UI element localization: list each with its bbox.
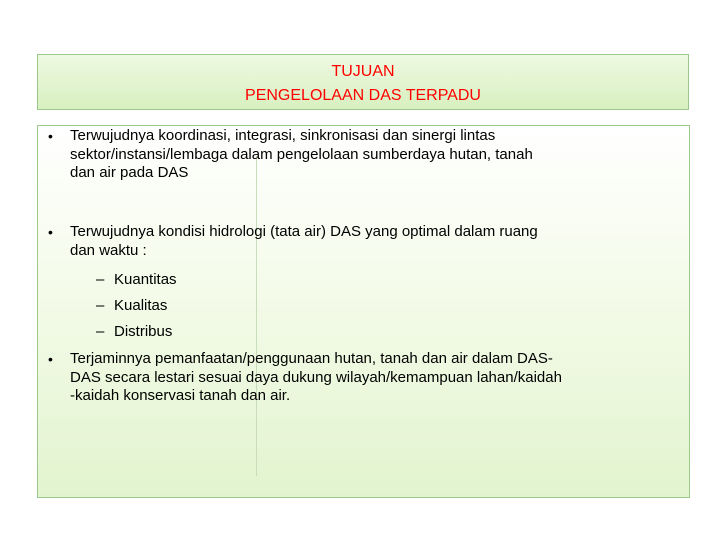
divider-line <box>256 156 257 476</box>
bullet-icon: • <box>48 128 53 144</box>
bullet-item-2-line-1: Terwujudnya kondisi hidrologi (tata air) DAS yang optimal dalam ruang <box>70 223 538 240</box>
sub-item-1-label: Kuantitas <box>114 271 177 288</box>
sub-item-2 <box>96 297 167 316</box>
bullet-icon: • <box>48 351 53 367</box>
bullet-icon: • <box>48 224 53 240</box>
bullet-item-1-line-3: dan air pada DAS <box>70 164 189 181</box>
dash-icon: – <box>96 297 105 314</box>
sub-item-1 <box>96 271 177 290</box>
sub-item-2-label: Kualitas <box>114 297 168 314</box>
content-box <box>37 125 690 498</box>
bullet-item-1-line-1: Terwujudnya koordinasi, integrasi, sinkronisasi dan sinergi lintas <box>70 127 496 144</box>
bullet-item-3-line-1: Terjaminnya pemanfaatan/penggunaan hutan, tanah dan air dalam DAS- <box>70 350 553 367</box>
sub-item-3-label: Distribus <box>114 323 173 340</box>
bullet-item-1-line-2: sektor/instansi/lembaga dalam pengelolaan sumberdaya hutan, tanah <box>70 145 533 163</box>
dash-icon: – <box>96 271 105 288</box>
title-line-2: PENGELOLAAN DAS TERPADU <box>245 87 481 104</box>
sub-item-3 <box>96 323 172 342</box>
dash-icon: – <box>96 323 105 340</box>
bullet-item-3-line-2: DAS secara lestari sesuai daya dukung wilayah/kemampuan lahan/kaidah <box>70 368 562 386</box>
title-line-1: TUJUAN <box>331 63 395 80</box>
bullet-item-3-line-3: -kaidah konservasi tanah dan air. <box>70 387 291 404</box>
title-box <box>37 54 689 110</box>
bullet-item-2-line-2: dan waktu : <box>70 241 147 259</box>
